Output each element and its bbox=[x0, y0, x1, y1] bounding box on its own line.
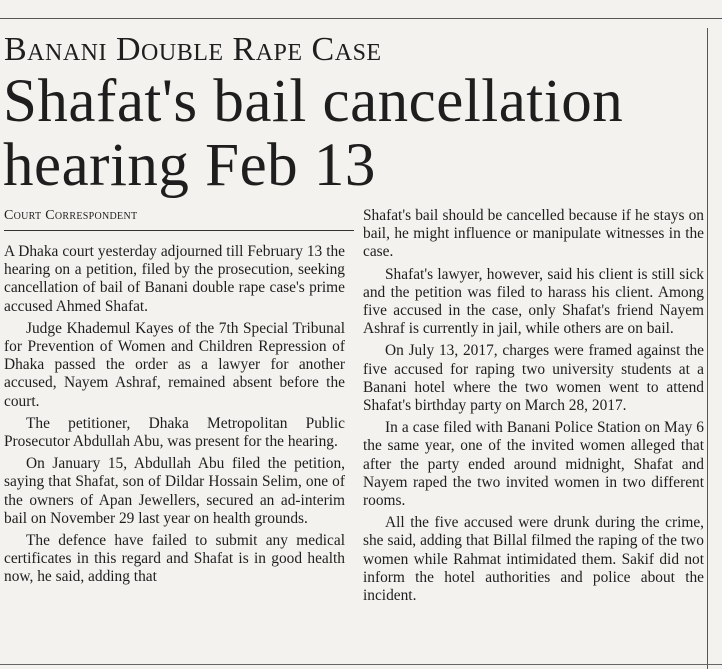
paragraph: All the five accused were drunk during the crime, she said, adding that Billal filmed the raping of the two women while Rahmat intimidated them. Sakif did not inform the hotel authorities and police about the incident. bbox=[363, 514, 704, 605]
paragraph: In a case filed with Banani Police Station on May 6 the same year, one of the invited women alleged that after the party ended around midnight, Shafat and Nayem raped the two invited women in two different rooms. bbox=[363, 419, 704, 510]
paragraph: On July 13, 2017, charges were framed against the five accused for raping two university students at a Banani hotel where the two women went to attend Shafat's birthday party on March 28, 2017. bbox=[363, 342, 704, 415]
column-divider bbox=[707, 28, 708, 669]
bottom-rule bbox=[0, 664, 722, 665]
paragraph: On January 15, Abdullah Abu filed the petition, saying that Shafat, son of Dildar Hossain Selim, one of the owners of Apan Jewellers, secured an ad-interim bail on November 29 last year on health grounds. bbox=[4, 455, 345, 527]
top-rule bbox=[0, 18, 722, 19]
paragraph: The petitioner, Dhaka Metropolitan Public Prosecutor Abdullah Abu, was present for the hearing. bbox=[4, 414, 345, 451]
paragraph: Shafat's lawyer, however, said his client is still sick and the petition was filed to harass his client. Among five accused in the case, only Shafat's friend Nayem Ashraf is currently in jail, while others are on bail. bbox=[363, 265, 704, 338]
article-byline: Court Correspondent bbox=[4, 208, 138, 223]
paragraph: A Dhaka court yesterday adjourned till February 13 the hearing on a petition, filed by the prosecution, seeking cancellation of bail of Banani double rape case's prime accused Ahmed Shafat. bbox=[4, 243, 345, 315]
article-headline: Shafat's bail cancellation hearing Feb 13 bbox=[3, 68, 624, 199]
article-column-2 bbox=[363, 207, 704, 609]
article-column-1 bbox=[4, 243, 345, 591]
paragraph: The defence have failed to submit any medical certificates in this regard and Shafat is in good health now, he said, adding that bbox=[4, 532, 345, 586]
byline-rule bbox=[4, 230, 354, 231]
article-kicker: Banani Double Rape Case bbox=[4, 31, 382, 68]
paragraph: Shafat's bail should be cancelled because if he stays on bail, he might influence or manipulate witnesses in the case. bbox=[363, 207, 704, 261]
paragraph: Judge Khademul Kayes of the 7th Special Tribunal for Prevention of Women and Children Repression of Dhaka passed the order as a lawyer for another accused, Nayem Ashraf, remained absent before the court. bbox=[4, 319, 345, 410]
